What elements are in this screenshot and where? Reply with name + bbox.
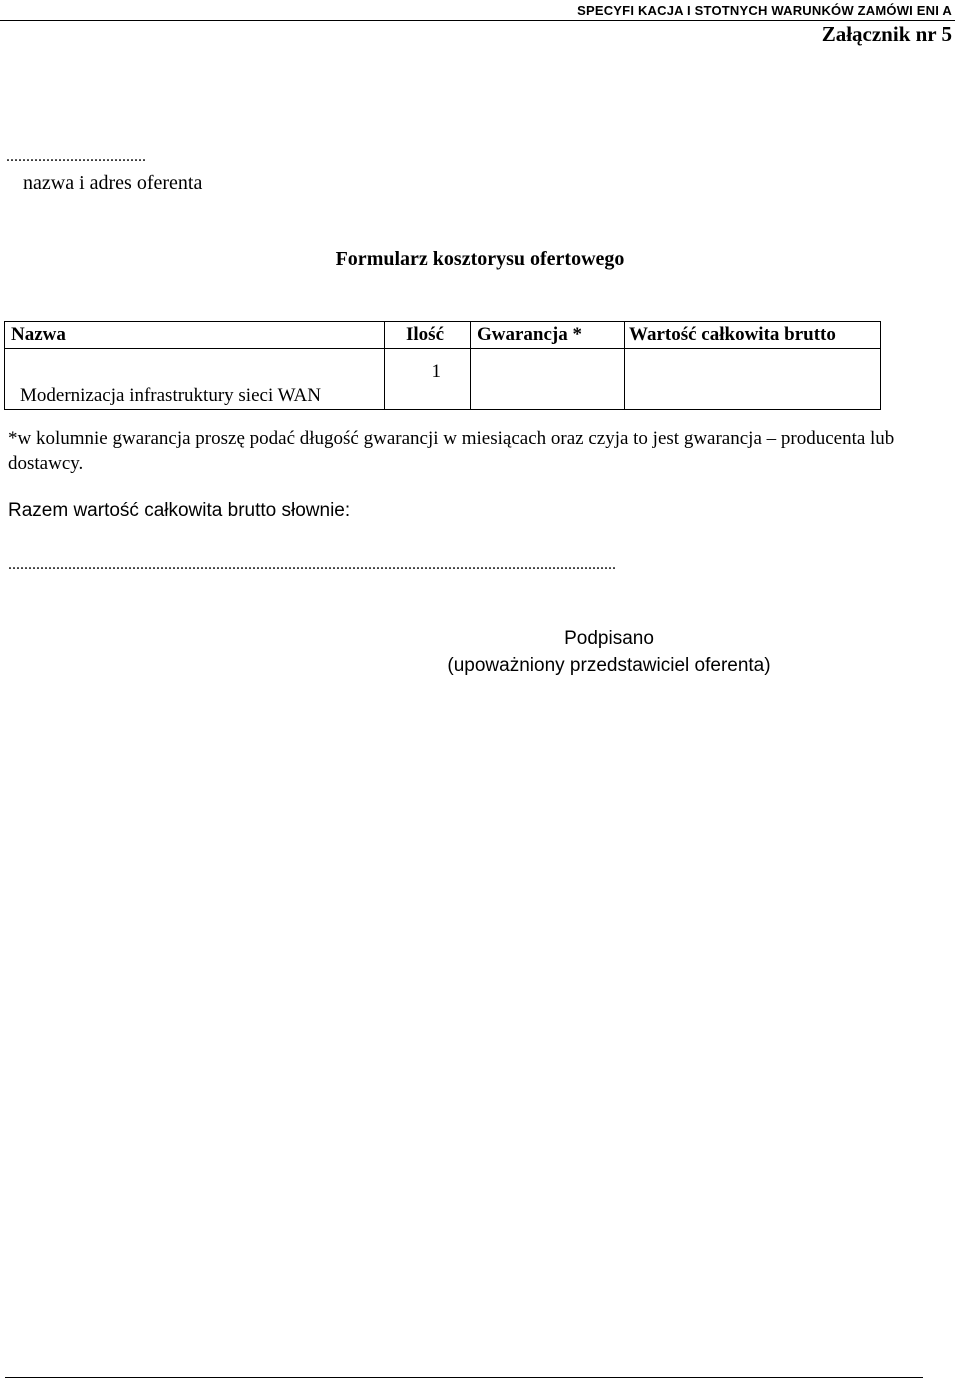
signature-role: (upoważniony przedstawiciel oferenta) [447,655,771,676]
attachment-number: Załącznik nr 5 [821,22,952,46]
header-name: Nazwa [5,322,385,349]
cell-name: Modernizacja infrastruktury sieci WAN [5,349,385,410]
header-divider [0,20,955,21]
header-total-value: Wartość całkowita brutto [625,322,881,349]
signature-block [438,625,780,679]
document-header-title: SPECYFI KACJA I STOTNYCH WARUNKÓW ZAMÓWI ENI A [577,3,952,18]
total-in-words-label: Razem wartość całkowita brutto słownie: [8,500,351,521]
cell-total-value [625,349,881,410]
header-warranty: Gwarancja * [471,322,625,349]
table-row [5,349,881,410]
signature-label: Podpisano [564,628,654,649]
cell-quantity: 1 [385,349,471,410]
form-title: Formularz kosztorysu ofertowego [335,248,625,270]
footer-divider [5,1377,923,1378]
offeror-label: nazwa i adres oferenta [23,172,203,194]
total-in-words-dotted-line: ........................................................................................................................................................ [8,556,616,573]
offeror-dotted-line: ................................... [6,148,146,165]
warranty-footnote: *w kolumnie gwarancja proszę podać długość gwarancji w miesiącach oraz czyja to jest gwarancja – producenta lub dostawcy. [8,428,895,474]
table-header-row [5,322,881,349]
cost-estimate-table [4,321,881,410]
header-quantity: Ilość [385,322,471,349]
cell-warranty [471,349,625,410]
